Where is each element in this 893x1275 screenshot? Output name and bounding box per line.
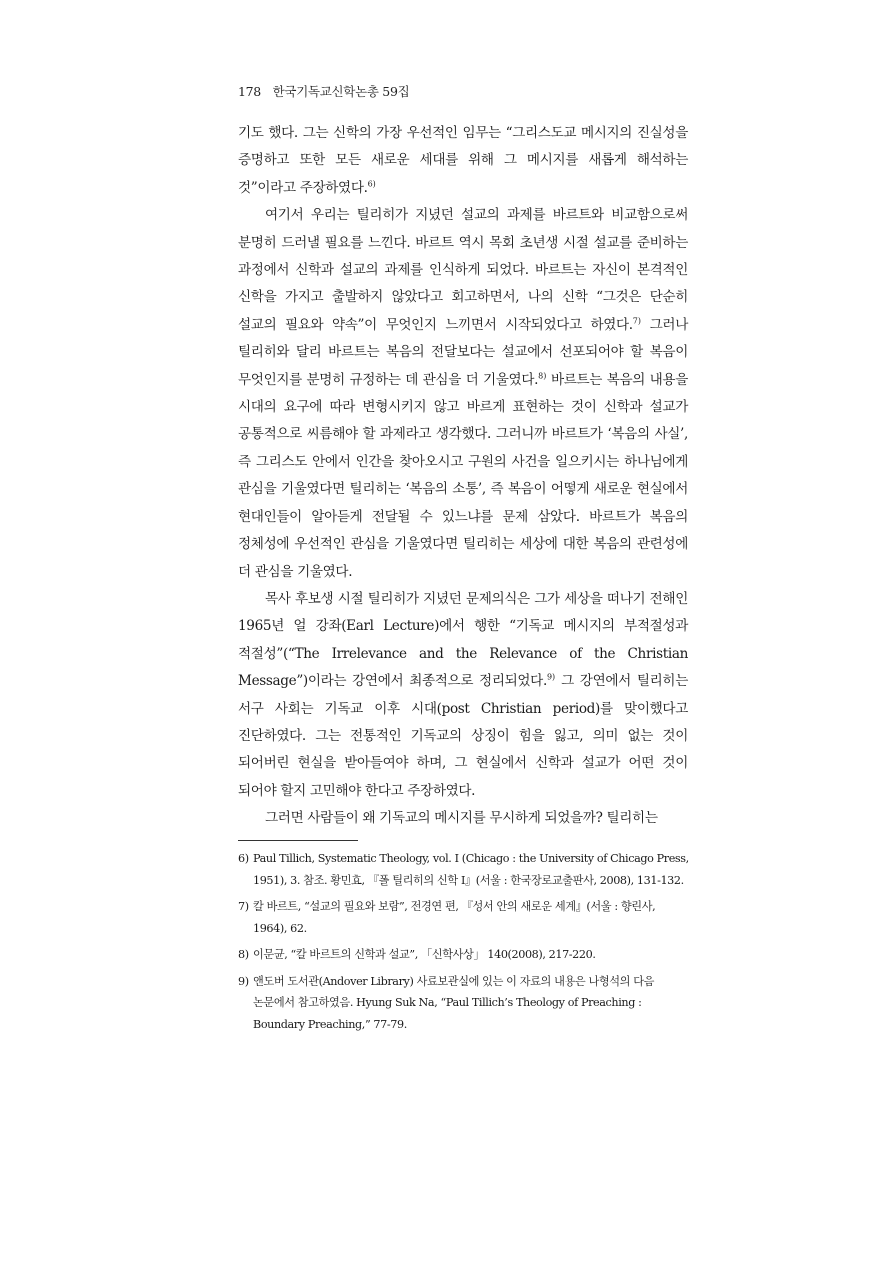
paragraph-text: 기도 했다. 그는 신학의 가장 우선적인 임무는 “그리스도교 메시지의 진실성을 증명하고 또한 모든 새로운 세대를 위해 그 메시지를 새롭게 해석하는 것”이라고 주장하였다. (238, 125, 688, 196)
paragraph-text: 그러면 사람들이 왜 기독교의 메시지를 무시하게 되었을까? 틸리히는 (265, 810, 658, 827)
footnote-number: 7) (238, 900, 249, 913)
footnote-text: 이문균, “칼 바르트의 신학과 설교”, 「신학사상」 140(2008), 217-220. (253, 948, 596, 961)
footnote (238, 848, 690, 891)
footnotes (238, 848, 690, 1040)
journal-title: 한국기독교신학논총 59집 (272, 84, 410, 99)
paragraph-text: 그 강연에서 틸리히는 서구 사회는 기독교 이후 시대(post Christian period)를 맞이했다고 진단하였다. 그는 전통적인 기독교의 상징이 힘을 잃고, 의미 없는 것이 되어버린 현실을 받아들여야 하며, 그 현실에서 신학과 설교가 어떤 것이 되어야 할지 고민해야 한다고 주장하였다. (238, 673, 688, 799)
footnote (238, 944, 690, 966)
paragraph-text: 여기서 우리는 틸리히가 지녔던 설교의 과제를 바르트와 비교함으로써 분명히 드러낼 필요를 느낀다. 바르트 역시 목회 초년생 시절 설교를 준비하는 과정에서 신학과 설교의 과제를 인식하게 되었다. 바르트는 자신이 본격적인 신학을 가지고 출발하지 않았다고 회고하면서, 나의 신학 “그것은 단순히 설교의 필요와 약속”이 무엇인지 느끼면서 시작되었다고 하였다. (238, 207, 688, 333)
paragraph (238, 805, 688, 832)
footnote-text: 앤도버 도서관(Andover Library) 사료보관실에 있는 이 자료의 내용은 나형석의 다음 논문에서 참고하였음. Hyung Suk Na, “Paul Tillich’s Theology of Preaching : Boundary Preaching,” 77-79. (253, 974, 655, 1031)
footnote (238, 971, 690, 1036)
footnote-text: 칼 바르트, “설교의 필요와 보람”, 전경연 편, 『성서 안의 새로운 세계』(서울 : 향린사, 1964), 62. (253, 900, 656, 935)
footnote-ref[interactable]: 9) (546, 672, 556, 682)
footnote-text: Paul Tillich, Systematic Theology, vol. I (Chicago : the University of Chicago Press, 1951), 3. 참조. 황민효, 『폴 틸리히의 신학 I』(서울 : 한국장로교출판사, 2008), 131-132. (253, 852, 689, 887)
footnote-ref[interactable]: 6) (367, 179, 376, 189)
footnote-ref[interactable]: 7) (632, 316, 641, 326)
paragraph-text: 그러나 틸리히와 달리 바르트는 복음의 전달보다는 설교에서 선포되어야 할 복음이 무엇인지를 분명히 규정하는 데 관심을 더 기울였다. (238, 316, 688, 388)
footnote-number: 8) (238, 948, 249, 961)
body-text (238, 120, 688, 833)
footnote-ref[interactable]: 8) (538, 371, 547, 381)
paragraph-text: 목사 후보생 시절 틸리히가 지녔던 문제의식은 그가 세상을 떠나기 전해인 1965년 얼 강좌(Earl Lecture)에서 행한 “기독교 메시지의 부적절성과 적절성”(“The Irrelevance and the Relevance of the Christian Message”)이라는 강연에서 최종적으로 정리되었다. (238, 590, 688, 690)
paragraph (238, 120, 688, 202)
footnote-number: 9) (238, 974, 249, 988)
paragraph (238, 586, 688, 805)
paragraph (238, 202, 688, 586)
footnote-divider (238, 840, 358, 841)
paragraph-text: 바르트는 복음의 내용을 시대의 요구에 따라 변형시키지 않고 바르게 표현하는 것이 신학과 설교가 공통적으로 씨름해야 할 과제라고 생각했다. 그러니까 바르트가 ‘복음의 사실’, 즉 그리스도 안에서 인간을 찾아오시고 구원의 사건을 일으키시는 하나님에게 관심을 기울였다면 틸리히는 ‘복음의 소통’, 즉 복음이 어떻게 새로운 현실에서 현대인들이 알아듣게 전달될 수 있느냐를 문제 삼았다. 바르트가 복음의 정체성에 우선적인 관심을 기울였다면 틸리히는 세상에 대한 복음의 관련성에 더 관심을 기울였다. (238, 371, 688, 580)
footnote (238, 896, 690, 939)
page-number: 178 (238, 84, 261, 99)
footnote-number: 6) (238, 852, 249, 865)
running-head (238, 82, 409, 100)
